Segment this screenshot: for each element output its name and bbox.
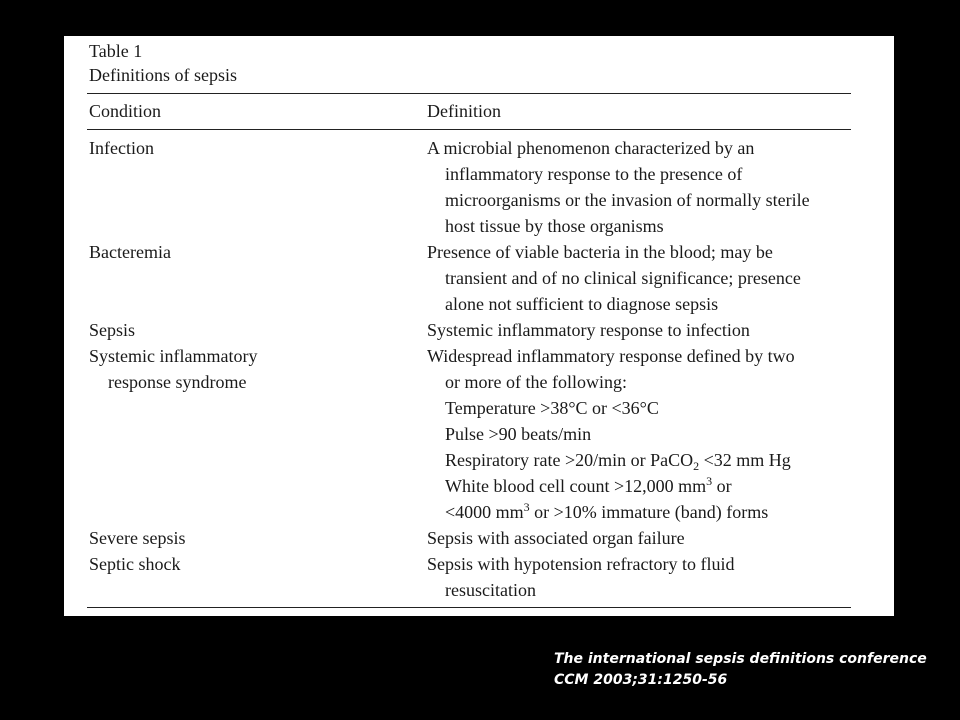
definition-line: transient and of no clinical significance; presence	[445, 268, 801, 288]
header-rule	[87, 129, 851, 130]
definition-line: Presence of viable bacteria in the blood; may be	[427, 242, 773, 262]
criterion-respiratory-rate	[445, 449, 791, 471]
definition-line: host tissue by those organisms	[445, 216, 664, 236]
definition-line: A microbial phenomenon characterized by an	[427, 138, 755, 158]
definition-line: Widespread inflammatory response defined by two	[427, 346, 795, 366]
criterion-text: Respiratory rate >20/min or PaCO	[445, 450, 694, 470]
table-label: Table 1	[89, 41, 143, 61]
condition-infection: Infection	[89, 138, 154, 158]
superscript: 3	[523, 500, 530, 514]
criterion-text: <32 mm Hg	[699, 450, 791, 470]
criterion-wbc-continued	[445, 501, 768, 523]
definition-line: alone not sufficient to diagnose sepsis	[445, 294, 719, 314]
criterion-temperature: Temperature >38°C or <36°C	[445, 398, 659, 418]
bottom-rule	[87, 607, 851, 608]
subscript: 2	[693, 459, 700, 473]
source-journal-reference: CCM 2003;31:1250-56	[554, 672, 728, 688]
source-citation	[554, 649, 927, 691]
column-header-condition: Condition	[89, 101, 162, 121]
definition-line: Systemic inflammatory response to infection	[427, 320, 750, 340]
condition-severe-sepsis: Severe sepsis	[89, 528, 186, 548]
criterion-wbc	[445, 475, 732, 497]
condition-sirs-continued: response syndrome	[108, 372, 247, 392]
criterion-text: White blood cell count >12,000 mm	[445, 476, 707, 496]
definition-line: Sepsis with hypotension refractory to fluid	[427, 554, 735, 574]
table-title: Definitions of sepsis	[89, 65, 237, 85]
table-panel	[64, 36, 894, 616]
condition-sepsis: Sepsis	[89, 320, 136, 340]
definition-line: or more of the following:	[445, 372, 627, 392]
superscript: 3	[706, 474, 713, 488]
definition-line: resuscitation	[445, 580, 536, 600]
condition-sirs: Systemic inflammatory	[89, 346, 258, 366]
source-conference: The international sepsis definitions conference	[554, 651, 927, 667]
criterion-text: <4000 mm	[445, 502, 524, 522]
definition-line: Sepsis with associated organ failure	[427, 528, 685, 548]
definition-line: microorganisms or the invasion of normally sterile	[445, 190, 810, 210]
condition-septic-shock: Septic shock	[89, 554, 181, 574]
criterion-text: or >10% immature (band) forms	[529, 502, 769, 522]
condition-bacteremia: Bacteremia	[89, 242, 171, 262]
top-rule	[87, 93, 851, 94]
column-header-definition: Definition	[427, 101, 501, 121]
definition-line: inflammatory response to the presence of	[445, 164, 743, 184]
criterion-pulse: Pulse >90 beats/min	[445, 424, 592, 444]
criterion-text: or	[712, 476, 732, 496]
